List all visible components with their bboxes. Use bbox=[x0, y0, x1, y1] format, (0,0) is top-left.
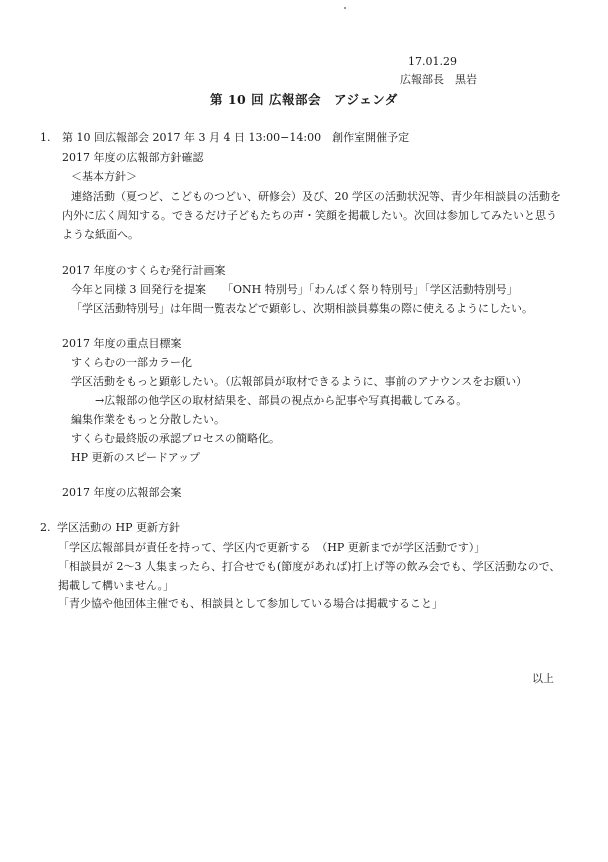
goal-item: HP 更新のスピードアップ bbox=[71, 451, 200, 464]
policy-line: 連絡活動（夏つど、こどものつどい、研修会）及び、20 学区の活動状況等、青少年相談員の活動を bbox=[71, 190, 562, 203]
section2-line: 「青少協や他団体主催でも、相談員として参加している場合は掲載すること」 bbox=[58, 597, 443, 610]
section2-number: 2. bbox=[40, 521, 51, 534]
section2-line: 掲載して構いません。」 bbox=[58, 579, 175, 592]
section2-line: 「相談員が 2〜3 人集まったら、打合せでも(節度があれば)打上げ等の飲み会でも、学区活動なので、 bbox=[58, 560, 561, 573]
policy-line: ような紙面へ。 bbox=[62, 228, 139, 241]
closing-mark: 以上 bbox=[532, 672, 554, 685]
policy-subheading: ＜基本方針＞ bbox=[71, 170, 137, 183]
scan-speck bbox=[344, 7, 346, 9]
goals-heading: 2017 年度の重点目標案 bbox=[62, 337, 182, 350]
document-title: 第 10 回 広報部会 アジェンダ bbox=[210, 92, 398, 107]
policy-line: 内外に広く周知する。できるだけ子どもたちの声・笑顔を掲載したい。次回は参加してみたいと思う bbox=[62, 209, 557, 222]
document-author: 広報部長 黒岩 bbox=[400, 73, 477, 86]
publishing-note: 「学区活動特別号」は年間一覧表などで顕彰し、次期相談員募集の際に使えるようにしたい。 bbox=[71, 302, 533, 315]
goal-item: すくらむの一部カラー化 bbox=[71, 356, 192, 369]
goal-item: →広報部の他学区の取材結果を、部員の視点から記事や写真掲載してみる。 bbox=[95, 394, 468, 407]
section1-number: 1. bbox=[40, 131, 51, 144]
goal-item: 学区活動をもっと顕彰したい。（広報部員が取材できるように、事前のアナウンスをお願い） bbox=[71, 375, 528, 388]
meeting-plan: 2017 年度の広報部会案 bbox=[62, 486, 182, 499]
goal-item: 編集作業をもっと分散したい。 bbox=[71, 413, 225, 426]
publishing-proposal: 今年と同様 3 回発行を提案 bbox=[71, 283, 206, 296]
goal-item: すくらむ最終版の承認プロセスの簡略化。 bbox=[71, 432, 280, 445]
document-date: 17.01.29 bbox=[408, 55, 457, 68]
section2-line: 「学区広報部員が責任を持って、学区内で更新する （HP 更新までが学区活動です）」 bbox=[58, 541, 486, 554]
publishing-heading: 2017 年度のすくらむ発行計画案 bbox=[62, 264, 226, 277]
section2-heading: 学区活動の HP 更新方針 bbox=[57, 521, 180, 534]
publishing-issues: 「ONH 特別号」「わんぱく祭り特別号」「学区活動特別号」 bbox=[222, 283, 518, 296]
section1-heading: 第 10 回広報部会 2017 年 3 月 4 日 13:00−14:00 創作室開催予定 bbox=[62, 131, 410, 144]
policy-heading: 2017 年度の広報部方針確認 bbox=[62, 151, 204, 164]
